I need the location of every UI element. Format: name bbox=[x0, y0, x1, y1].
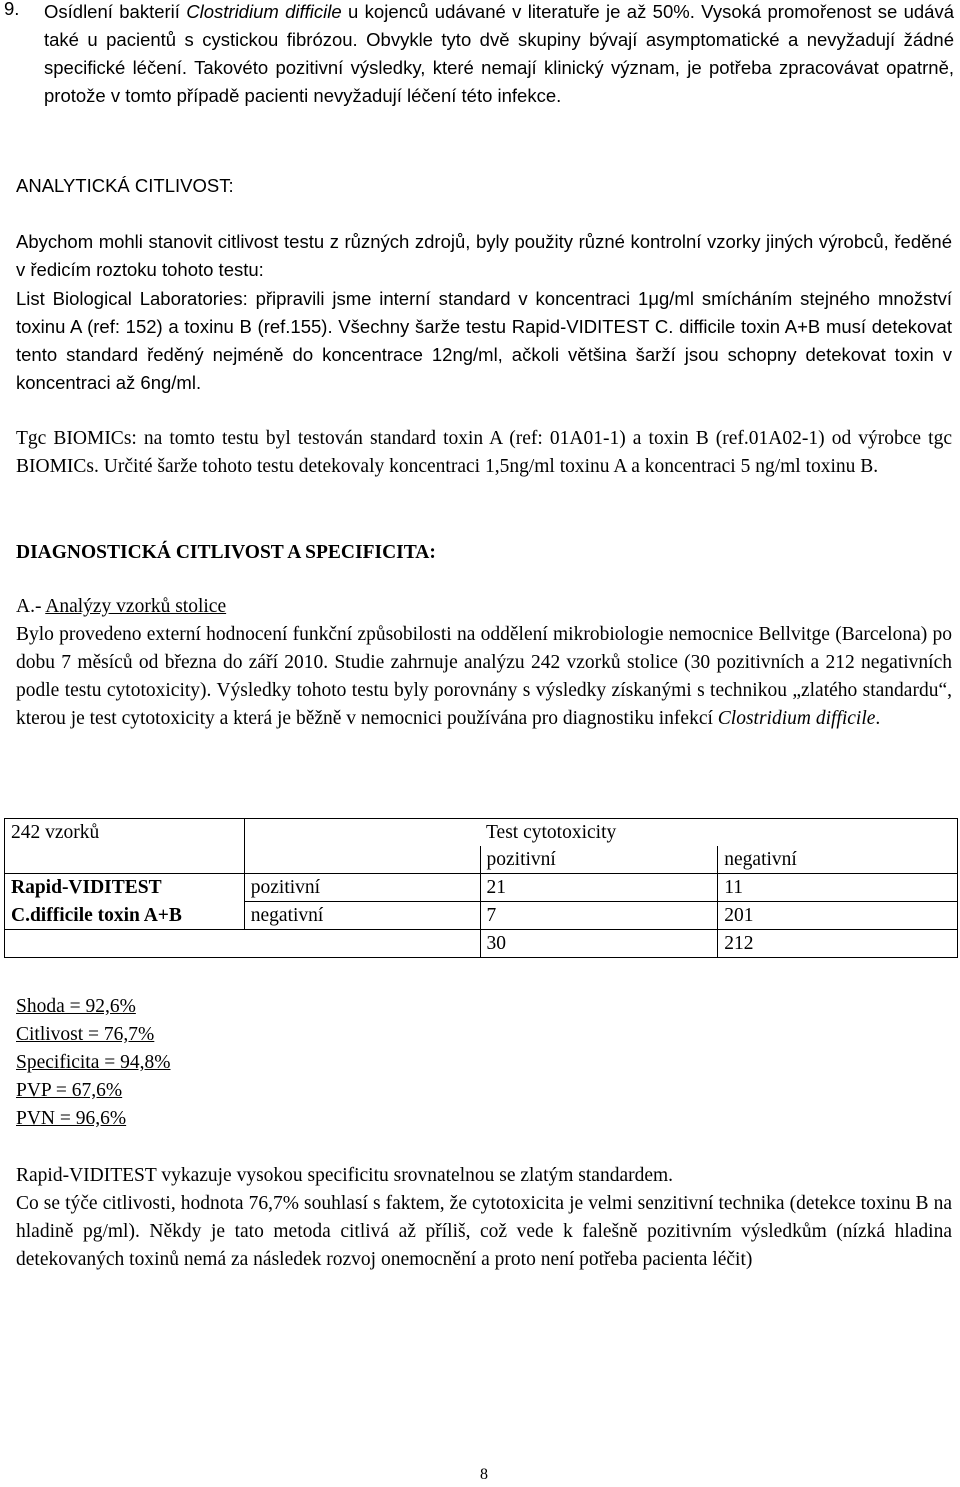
analytic-sensitivity-heading: ANALYTICKÁ CITLIVOST: bbox=[16, 175, 234, 196]
metric-specificity: Specificita = 94,8% bbox=[16, 1052, 171, 1073]
results-table bbox=[4, 818, 958, 958]
metrics-list bbox=[16, 993, 171, 1133]
table-corner-cell: 242 vzorků bbox=[5, 819, 245, 847]
table-row bbox=[5, 902, 958, 930]
list-biological-paragraph: List Biological Laboratories: připravili jsme interní standard v koncentraci 1μg/ml smícháním stejného množství toxinu A (ref: 152) a toxinu B (ref.155). Všechny šarže testu Rapid-VIDITEST C. difficile toxin A+B musí detekovat tento standard ředěný nejméně do koncentrace 12ng/ml, ačkoli většina šarží jsou schopny detekovat toxin v koncentraci až 6ng/ml. bbox=[16, 288, 952, 393]
conclusion-specificity: Rapid-VIDITEST vykazuje vysokou specificitu srovnatelnou se zlatým standardem. bbox=[16, 1165, 674, 1186]
stool-analysis-body: Bylo provedeno externí hodnocení funkční způsobilosti na oddělení mikrobiologie nemocnice Bellvitge (Barcelona) po dobu 7 měsíců od března do září 2010. Studie zahrnuje analýzu 242 vzorků stolice (30 pozitivních a 212 negativních podle testu cytotoxicity). Výsledky tohoto testu byly porovnány s výsledky získanými s technikou „zlatého standardu“, kterou je test cytotoxicity a která je běžně v nemocnici používána pro diagnostiku infekcí Clostridium difficile. bbox=[16, 624, 952, 729]
reference-test-header: Test cytotoxicity bbox=[480, 819, 718, 847]
table-row bbox=[5, 874, 958, 902]
tgc-biomics-paragraph: Tgc BIOMICs: na tomto testu byl testován standard toxin A (ref: 01A01-1) a toxin B (ref.01A02-1) od výrobce tgc BIOMICs. Určité šarže tohoto testu detekovaly koncentraci 1,5ng/ml toxinu A a koncentraci 5 ng/ml toxinu B. bbox=[16, 428, 952, 477]
metric-agreement: Shoda = 92,6% bbox=[16, 996, 136, 1017]
column-header-positive: pozitivní bbox=[480, 846, 718, 874]
cell-total-positive: 30 bbox=[480, 930, 718, 958]
metric-npv: PVN = 96,6% bbox=[16, 1108, 127, 1129]
table-row bbox=[5, 846, 958, 874]
cell-false-positive: 11 bbox=[718, 874, 958, 902]
test-name-line-2: C.difficile toxin A+B bbox=[5, 902, 245, 930]
cell-false-negative: 7 bbox=[480, 902, 718, 930]
metric-sensitivity: Citlivost = 76,7% bbox=[16, 1024, 155, 1045]
column-header-negative: negativní bbox=[718, 846, 958, 874]
conclusion-sensitivity: Co se týče citlivosti, hodnota 76,7% souhlasí s faktem, že cytotoxicita je velmi senzitivní technika (detekce toxinu B na hladině pg/ml). Někdy je tato metoda citlivá až příliš, což vede k falešně pozitivním výsledkům (nízká hladina detekovaných toxinů nemá za následek rozvoj onemocnění a proto není potřeba pacienta léčit) bbox=[16, 1193, 952, 1270]
item-9-text: Osídlení bakterií Clostridium difficile u kojenců udávané v literatuře je až 50%. Vysoká promořenost se udává také u pacientů s cystickou fibrózou. Obvykle tyto dvě skupiny bývají asymptomatické a nevyžadují žádné specifické léčení. Takovéto pozitivní výsledky, které nemají klinický význam, je potřeba zpracovávat opatrně, protože v tomto případě pacienti nevyžadují léčení této infekce. bbox=[44, 1, 955, 106]
table-row bbox=[5, 930, 958, 958]
page-number: 8 bbox=[480, 1466, 488, 1483]
test-name-line-1: Rapid-VIDITEST bbox=[5, 874, 245, 902]
cell-true-negative: 201 bbox=[718, 902, 958, 930]
stool-analysis-subheading: A.- Analýzy vzorků stolice bbox=[16, 596, 227, 617]
analytic-intro: Abychom mohli stanovit citlivost testu z různých zdrojů, byly použity různé kontrolní vzorky jiných výrobců, ředěné v ředicím roztoku tohoto testu: bbox=[16, 231, 952, 280]
row-label-positive: pozitivní bbox=[244, 874, 480, 902]
cell-true-positive: 21 bbox=[480, 874, 718, 902]
row-label-negative: negativní bbox=[244, 902, 480, 930]
diagnostic-heading: DIAGNOSTICKÁ CITLIVOST A SPECIFICITA: bbox=[16, 542, 436, 563]
cell-total-negative: 212 bbox=[718, 930, 958, 958]
table-row bbox=[5, 819, 958, 847]
item-number: 9. bbox=[4, 0, 20, 19]
numbered-item-9 bbox=[4, 0, 954, 110]
metric-ppv: PVP = 67,6% bbox=[16, 1080, 123, 1101]
organism-name: Clostridium difficile bbox=[186, 1, 342, 22]
